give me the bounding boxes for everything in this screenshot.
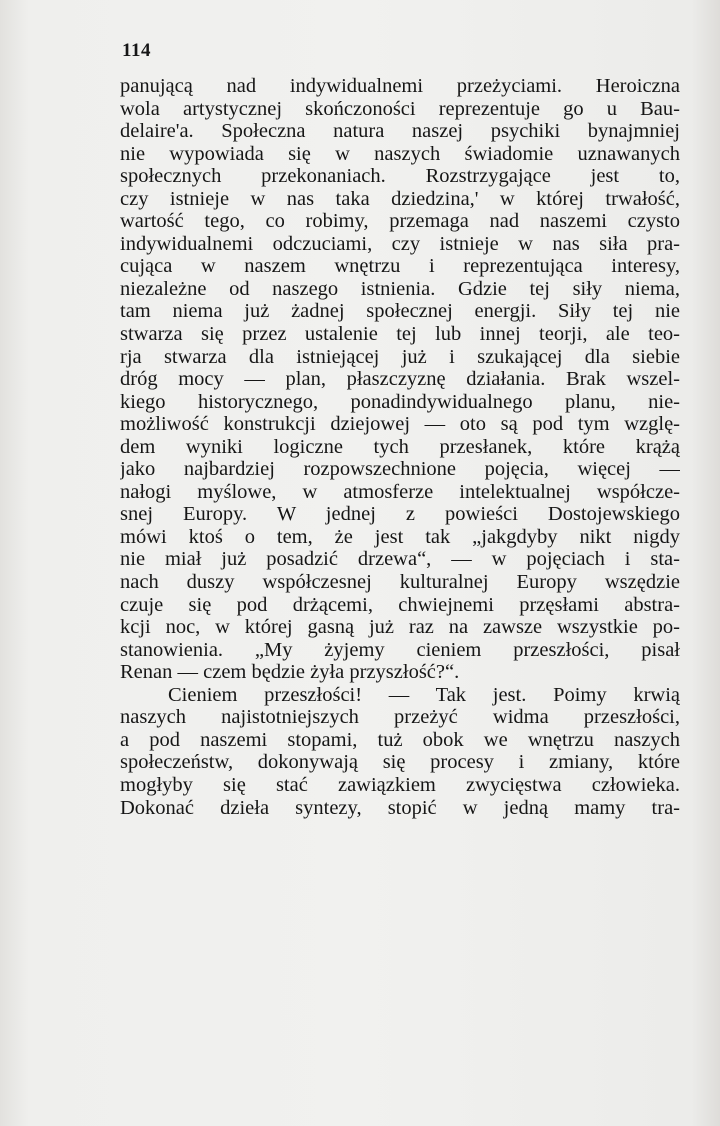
text-line: stwarza się przez ustalenie tej lub innej teorji, ale teo-	[120, 323, 680, 346]
text-line: czuje się pod drżącemi, chwiejnemi przęsłami abstra-	[120, 593, 680, 616]
text-line: kcji noc, w której gasną już raz na zawsze wszystkie po-	[120, 616, 680, 639]
text-line: wartość tego, co robimy, przemaga nad naszemi czysto	[120, 210, 680, 233]
text-line: nach duszy współczesnej kulturalnej Europy wszędzie	[120, 571, 680, 594]
text-line: naszych najistotniejszych przeżyć widma przeszłości,	[120, 706, 680, 729]
text-line: snej Europy. W jednej z powieści Dostojewskiego	[120, 503, 680, 526]
text-line: mówi ktoś o tem, że jest tak „jakgdyby nikt nigdy	[120, 525, 680, 548]
text-line: społeczeństw, dokonywają się procesy i zmiany, które	[120, 751, 680, 774]
text-line: a pod naszemi stopami, tuż obok we wnętrzu naszych	[120, 728, 680, 751]
text-line: indywidualnemi odczuciami, czy istnieje w nas siła pra-	[120, 232, 680, 255]
text-line: nie wypowiada się w naszych świadomie uznawanych	[120, 142, 680, 165]
text-line: nie miał już posadzić drzewa“, — w pojęciach i sta-	[120, 548, 680, 571]
text-line: stanowienia. „My żyjemy cieniem przeszłości, pisał	[120, 638, 680, 661]
text-line: mogłyby się stać zawiązkiem zwycięstwa człowieka.	[120, 773, 680, 796]
page-number: 114	[122, 40, 151, 61]
text-line: dem wyniki logiczne tych przesłanek, które krążą	[120, 435, 680, 458]
text-line: delaire'a. Społeczna natura naszej psychiki bynajmniej	[120, 120, 680, 143]
text-line: czy istnieje w nas taka dziedzina,' w której trwałość,	[120, 187, 680, 210]
text-line-paragraph-end: Renan — czem będzie żyła przyszłość?“.	[120, 661, 460, 684]
text-line: możliwość konstrukcji dziejowej — oto są pod tym wzglę-	[120, 413, 680, 436]
text-line: społecznych przekonaniach. Rozstrzygające jest to,	[120, 165, 680, 188]
text-line: nałogi myślowe, w atmosferze intelektualnej współcze-	[120, 480, 680, 503]
text-line: niezależne od naszego istnienia. Gdzie tej siły niema,	[120, 277, 680, 300]
text-line: wola artystycznej skończoności reprezentuje go u Bau-	[120, 97, 680, 120]
text-line: tam niema już żadnej społecznej energji. Siły tej nie	[120, 300, 680, 323]
text-line: Dokonać dzieła syntezy, stopić w jedną mamy tra-	[120, 796, 680, 819]
text-line: rja stwarza dla istniejącej już i szukającej dla siebie	[120, 345, 680, 368]
text-line: dróg mocy — plan, płaszczyznę działania. Brak wszel-	[120, 368, 680, 391]
text-line: panującą nad indywidualnemi przeżyciami. Heroiczna	[120, 75, 680, 97]
text-line: kiego historycznego, ponadindywidualnego planu, nie-	[120, 390, 680, 413]
text-line-paragraph-start: Cieniem przeszłości! — Tak jest. Poimy krwią	[168, 683, 680, 706]
text-line: cująca w naszem wnętrzu i reprezentująca interesy,	[120, 255, 680, 278]
body-text	[120, 75, 680, 819]
text-line: jako najbardziej rozpowszechnione pojęcia, więcej —	[120, 458, 680, 481]
